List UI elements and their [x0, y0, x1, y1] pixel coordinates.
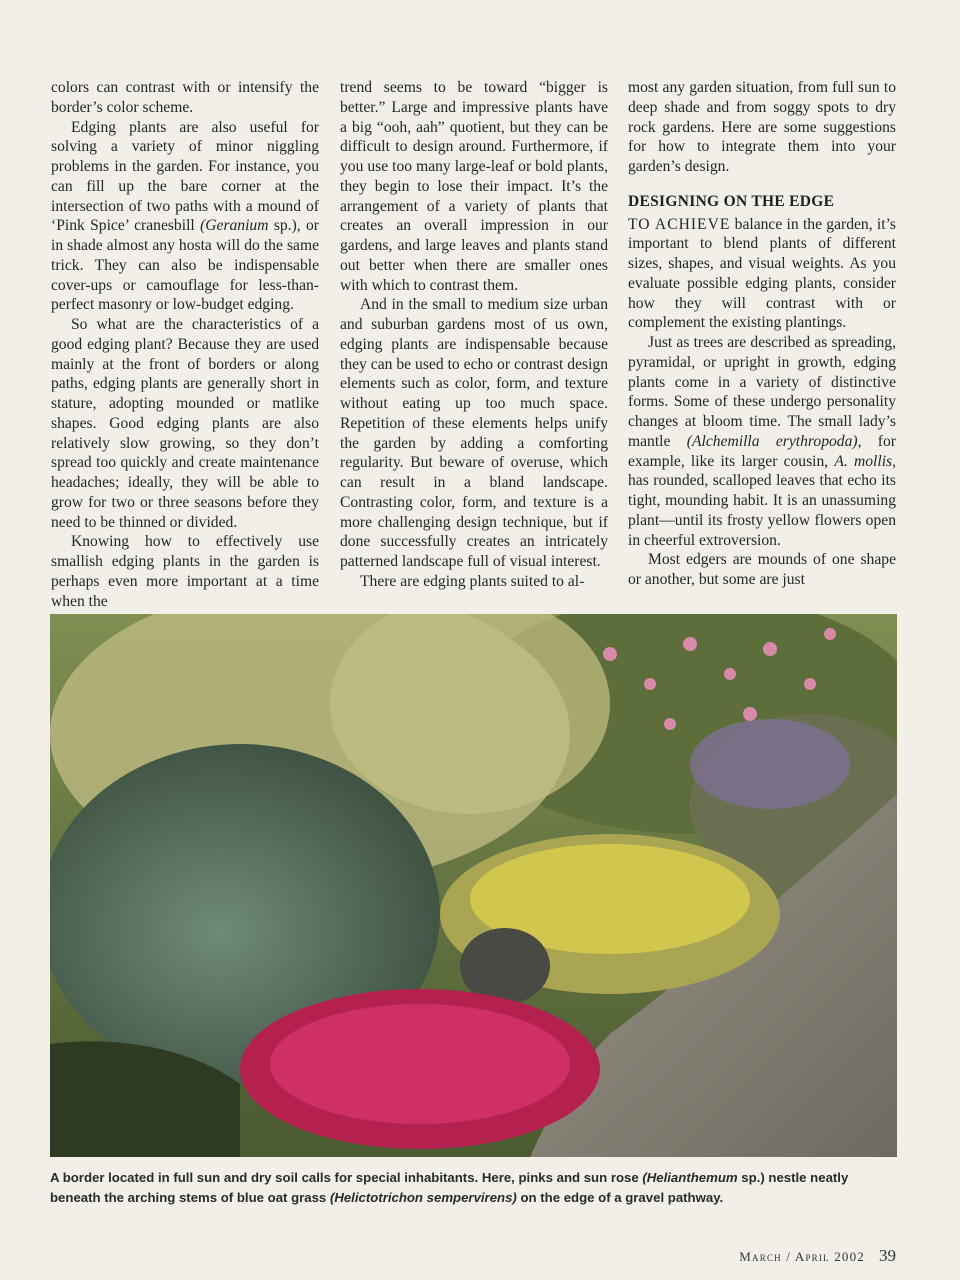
text-run: on the edge of a gravel pathway. [516, 1190, 724, 1205]
text-run: A border located in full sun and dry soil calls for special inhabitants. Here, pinks and sun rose [50, 1170, 643, 1185]
latin-name: (Helianthemum [642, 1170, 738, 1185]
section-heading: DESIGNING ON THE EDGE [628, 192, 835, 210]
text-run: for example, like its larger cousin, [628, 432, 896, 470]
paragraph [628, 215, 896, 334]
page-footer [739, 1246, 896, 1266]
photo-caption [50, 1168, 900, 1208]
paragraph: trend seems to be toward “bigger is better.” Large and impressive plants have a big “ooh, aah” quotient, but they can be difficult to design around. Furthermore, if you use too many large-leaf or bold plants, they begin to lose their impact. It’s the arrangement of a variety of plants that creates an overall impression in our gardens, and large leaves and plants stand out better when there are smaller ones with which to contrast them. [340, 79, 608, 294]
latin-name: (Helictotrichon sempervirens) [329, 1190, 517, 1205]
text-column-3 [628, 78, 896, 608]
page-number: 39 [879, 1246, 896, 1265]
text-run: sp.), or in shade almost any hosta will do the same trick. They can also be indispensable cover-ups or camouflage for less-than-perfect masonry or low-budget edging. [51, 217, 319, 314]
garden-photo [50, 614, 897, 1157]
paragraph: Most edgers are mounds of one shape or another, but some are just [628, 551, 896, 588]
issue-date: March / April 2002 [739, 1249, 865, 1264]
text-run: has rounded, scalloped leaves that echo its tight, mounding habit. It is an unassuming plant—until its frosty yellow flowers open in cheerful extroversion. [628, 472, 896, 549]
latin-name: (Geranium [200, 217, 269, 235]
text-run: Edging plants are also useful for solving a variety of minor niggling problems in the garden. For instance, you can fill up the bare corner at the intersection of two paths with a mound of ‘Pink Spice’ cranesbill [51, 118, 319, 235]
text-column-2 [340, 78, 608, 608]
text-column-1 [51, 78, 319, 608]
paragraph: So what are the characteristics of a good edging plant? Because they are used mainly at the front of borders or along paths, edging plants are generally short in stature, adopting mounded or matlike shapes. Good edging plants are also relatively slow growing, so they don’t spread too quickly and create maintenance headaches; ideally, they will be able to grow for two or three seasons before they need to be thinned or divided. [51, 316, 319, 531]
paragraph [628, 333, 896, 550]
text-run: Just as trees are described as spreading, pyramidal, or upright in growth, edging plants come in a variety of distinctive forms. Some of these undergo personality changes at bloom time. The small lady’s mantle [628, 334, 896, 450]
lead-in: TO ACHIEVE [628, 215, 731, 233]
text-run: sp.) nestle neatly beneath the arching stems of blue oat grass [50, 1170, 849, 1205]
paragraph: There are edging plants suited to al- [360, 572, 585, 590]
paragraph: colors can contrast with or intensify the border’s color scheme. [51, 79, 319, 116]
paragraph: Knowing how to effectively use smallish edging plants in the garden is perhaps even more important at a time when the [51, 533, 319, 608]
paragraph [51, 118, 319, 316]
garden-illustration [50, 614, 897, 1157]
paragraph: And in the small to medium size urban and suburban gardens most of us own, edging plants are indispensable because they can be used to echo or contrast design elements such as color, form, and texture without eating up too much space. Repetition of these elements helps unify the garden by adding a comforting regularity. But beware of overuse, which can result in a bland landscape. Contrasting color, form, and texture is a more challenging design technique, but if done successfully creates an intricately patterned landscape full of visual interest. [340, 296, 608, 570]
latin-name: (Alchemilla erythropoda), [686, 432, 862, 450]
latin-name: A. mollis, [834, 452, 896, 470]
text-run: balance in the garden, it’s important to blend plants of different sizes, shapes, and visual weights. As you evaluate possible edging plants, consider how they will contrast with or complement the existing plantings. [628, 215, 896, 332]
paragraph: most any garden situation, from full sun to deep shade and from soggy spots to dry rock gardens. Here are some suggestions for how to integrate them into your garden’s design. [628, 79, 896, 175]
